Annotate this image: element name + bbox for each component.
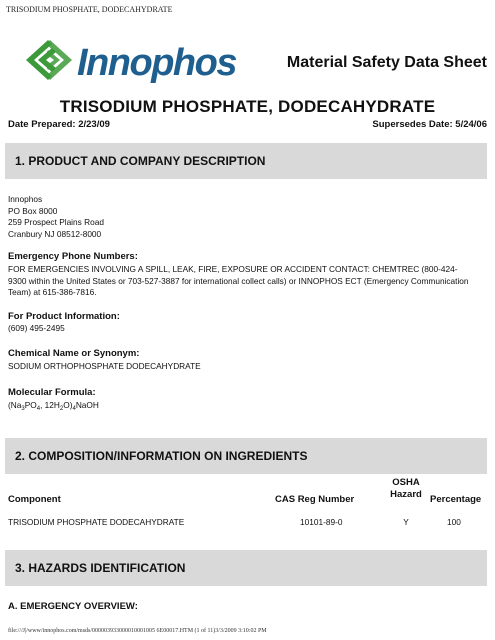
column-header-component: Component [8, 494, 61, 505]
section-3-title: 3. HAZARDS IDENTIFICATION [15, 561, 186, 575]
browser-print-footer: file:///J|/www/innophos.com/msds/000003933000010001005 6E00017.HTM (1 of 11)3/3/2009 3:10:02 PM [8, 628, 267, 634]
column-header-osha-line1: OSHA [392, 477, 420, 488]
section-1-header [5, 143, 487, 179]
chemical-name-label: Chemical Name or Synonym: [8, 348, 140, 359]
section-1-title: 1. PRODUCT AND COMPANY DESCRIPTION [15, 154, 266, 168]
document-type-title: Material Safety Data Sheet [286, 54, 487, 71]
date-prepared: Date Prepared: 2/23/09 [8, 119, 110, 130]
address-line: Cranbury NJ 08512-8000 [8, 228, 102, 239]
innophos-logo-mark-icon [24, 38, 74, 84]
emergency-text-line: 9300 within the United States or 703-527-3887 for international collect calls) or INNOPHOS ECT (Emergency Communication [8, 275, 469, 286]
section-3-header [5, 550, 487, 586]
emergency-text-line: Team) at 615-386-7816. [8, 287, 97, 297]
emergency-phone-label: Emergency Phone Numbers: [8, 251, 138, 262]
column-header-percentage: Percentage [430, 494, 482, 505]
innophos-logo [24, 38, 236, 88]
emergency-text-line: FOR EMERGENCIES INVOLVING A SPILL, LEAK, FIRE, EXPOSURE OR ACCIDENT CONTACT: CHEMTREC (800-424- [8, 264, 458, 274]
table-cell-cas: 10101-89-0 [300, 517, 343, 527]
browser-print-header: TRISODIUM PHOSPHATE, DODECAHYDRATE [6, 5, 173, 14]
table-cell-percentage: 100 [447, 517, 461, 527]
product-title: TRISODIUM PHOSPHATE, DODECAHYDRATE [59, 97, 436, 116]
emergency-overview-label: A. EMERGENCY OVERVIEW: [8, 601, 138, 612]
molecular-formula-label: Molecular Formula: [8, 387, 96, 398]
molecular-formula-value: ($Na_3PO_4$, $12H_2O)_4NaOH$ [8, 400, 99, 412]
address-line: 259 Prospect Plains Road [8, 217, 104, 227]
table-cell-component: TRISODIUM PHOSPHATE DODECAHYDRATE [8, 517, 185, 527]
section-2-title: 2. COMPOSITION/INFORMATION ON INGREDIENTS [15, 449, 308, 463]
table-cell-osha: Y [403, 517, 409, 527]
section-2-header [5, 438, 487, 474]
product-info-label: For Product Information: [8, 311, 120, 322]
column-header-cas: CAS Reg Number [275, 494, 355, 505]
innophos-wordmark: Innophos [77, 42, 236, 84]
address-line: PO Box 8000 [8, 205, 58, 216]
product-info-phone: (609) 495-2495 [8, 323, 65, 333]
column-header-osha-line2: Hazard [390, 489, 422, 500]
chemical-name-value: SODIUM ORTHOPHOSPHATE DODECAHYDRATE [8, 361, 201, 371]
address-line: Innophos [8, 194, 43, 204]
supersedes-date: Supersedes Date: 5/24/06 [372, 119, 487, 130]
date-row [8, 119, 487, 131]
